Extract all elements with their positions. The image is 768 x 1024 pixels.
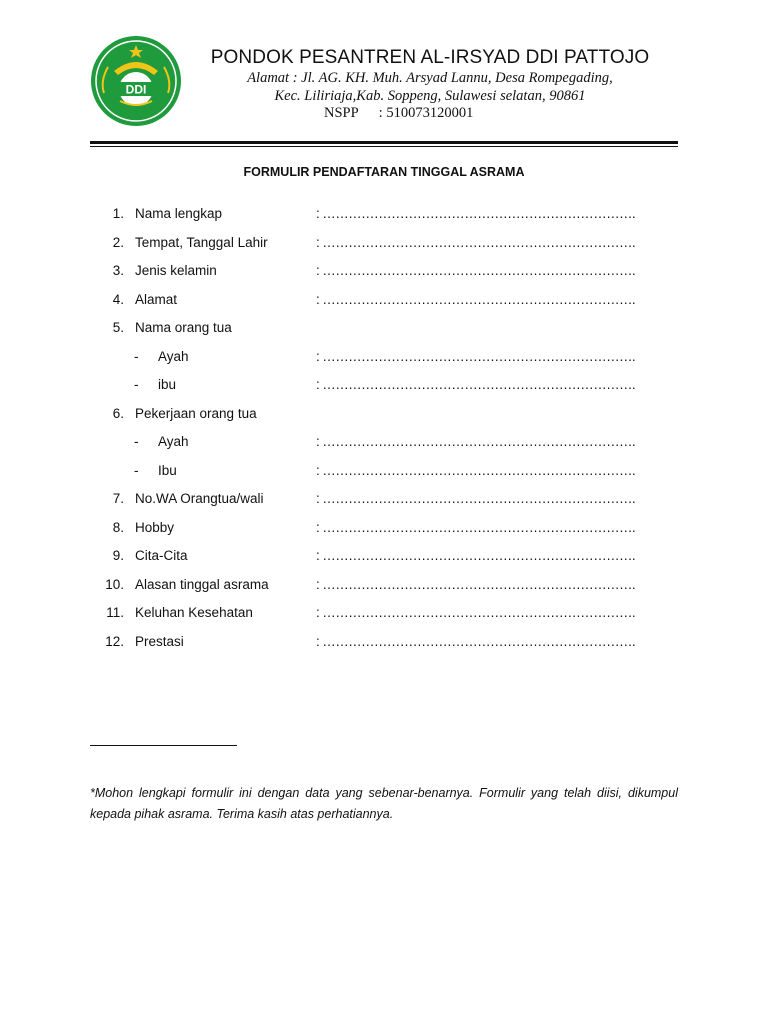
form-row-fill-line[interactable]: : ……………………………………………………………….: [316, 462, 636, 478]
form-row-number: 2.: [112, 234, 124, 250]
form-row-fill-line[interactable]: : ……………………………………………………………….: [316, 377, 636, 392]
form-row-label: Alamat: [135, 291, 178, 307]
header-rule-thin: [90, 146, 678, 147]
form-row-fill-line[interactable]: : ……………………………………………………………….: [316, 548, 636, 563]
form-row-fill-line[interactable]: : ……………………………………………………………….: [316, 348, 636, 364]
form-row-label: Tempat, Tanggal Lahir: [135, 234, 268, 250]
form-row-label: Ayah: [158, 434, 189, 449]
form-row: [0, 577, 768, 606]
form-row-number: 9.: [112, 548, 124, 563]
form-row-bullet: -: [134, 462, 139, 478]
form-row: [0, 605, 768, 634]
nspp-value: : 510073120001: [378, 105, 474, 121]
form-row-label: Nama orang tua: [135, 320, 232, 335]
form-row-number: 7.: [112, 491, 124, 506]
form-row: [0, 634, 768, 663]
form-row-label: Hobby: [135, 519, 175, 535]
form-row-label: Keluhan Kesehatan: [135, 605, 253, 620]
form-row-fill-line[interactable]: : ……………………………………………………………….: [316, 519, 636, 535]
form-row-number: 4.: [112, 291, 124, 307]
form-row-label: Cita-Cita: [135, 548, 188, 563]
org-name: PONDOK PESANTREN AL-IRSYAD DDI PATTOJO: [210, 47, 650, 68]
form-row: [0, 235, 768, 264]
form-row-fill-line[interactable]: : ……………………………………………………………….: [316, 491, 636, 506]
form-row-number: 11.: [106, 605, 124, 620]
form-row-number: 8.: [112, 519, 124, 535]
form-row: [0, 206, 768, 235]
form-row-fill-line[interactable]: : ……………………………………………………………….: [316, 234, 636, 250]
form-row-fill-line[interactable]: : ……………………………………………………………….: [316, 605, 636, 620]
form-row-fill-line[interactable]: : ……………………………………………………………….: [316, 434, 636, 449]
form-row: [0, 491, 768, 520]
header-rule-thick: [90, 141, 678, 144]
form-row-label: ibu: [158, 377, 177, 392]
form-row-label: Prestasi: [135, 633, 184, 649]
form-row-number: 12.: [105, 633, 124, 649]
form-field-list: [0, 206, 768, 662]
ddi-logo: [90, 35, 182, 127]
form-row-number: 10.: [105, 576, 124, 592]
form-row-fill-line[interactable]: : ……………………………………………………………….: [316, 291, 636, 307]
address-line-1: Alamat : Jl. AG. KH. Muh. Arsyad Lannu, Desa Rompegading,: [247, 70, 613, 86]
form-row: [0, 263, 768, 292]
form-row: [0, 292, 768, 321]
form-row-label: Alasan tinggal asrama: [135, 576, 269, 592]
form-row-label: Jenis kelamin: [135, 263, 217, 278]
form-row-label: Nama lengkap: [135, 206, 223, 221]
form-row: [0, 349, 768, 378]
form-row-fill-line[interactable]: : ……………………………………………………………….: [316, 206, 636, 221]
form-title: FORMULIR PENDAFTARAN TINGGAL ASRAMA: [243, 165, 525, 179]
form-row: [0, 377, 768, 406]
logo-text: DDI: [125, 82, 147, 97]
form-row-bullet: -: [134, 377, 139, 392]
form-row-label: Ayah: [158, 348, 189, 364]
form-row-fill-line[interactable]: : ……………………………………………………………….: [316, 576, 636, 592]
form-row: [0, 320, 768, 349]
form-row: [0, 520, 768, 549]
form-row-number: 3.: [112, 263, 124, 278]
footnote-text: *Mohon lengkapi formulir ini dengan data yang sebenar-benarnya. Formulir yang telah diisi, dikumpul kepada pihak asrama. Terima kasih atas perhatiannya.: [90, 786, 678, 821]
form-row-number: 1.: [112, 206, 124, 221]
form-row-label: Ibu: [158, 462, 177, 478]
form-row-bullet: -: [134, 348, 139, 364]
form-row: [0, 463, 768, 492]
form-row-number: 6.: [112, 405, 124, 421]
nspp-label: NSPP: [324, 105, 359, 121]
form-row-number: 5.: [112, 320, 124, 335]
form-row-fill-line[interactable]: : ……………………………………………………………….: [316, 633, 636, 649]
form-row: [0, 548, 768, 577]
nspp-line: [324, 105, 473, 122]
form-row-label: Pekerjaan orang tua: [135, 405, 257, 421]
form-row: [0, 434, 768, 463]
form-row-label: No.WA Orangtua/wali: [135, 491, 264, 506]
footnote-rule: [90, 745, 237, 746]
form-row: [0, 406, 768, 435]
address-line-2: Kec. Liliriaja,Kab. Soppeng, Sulawesi selatan, 90861: [274, 88, 586, 104]
form-row-fill-line[interactable]: : ……………………………………………………………….: [316, 263, 636, 278]
form-row-bullet: -: [134, 434, 139, 449]
